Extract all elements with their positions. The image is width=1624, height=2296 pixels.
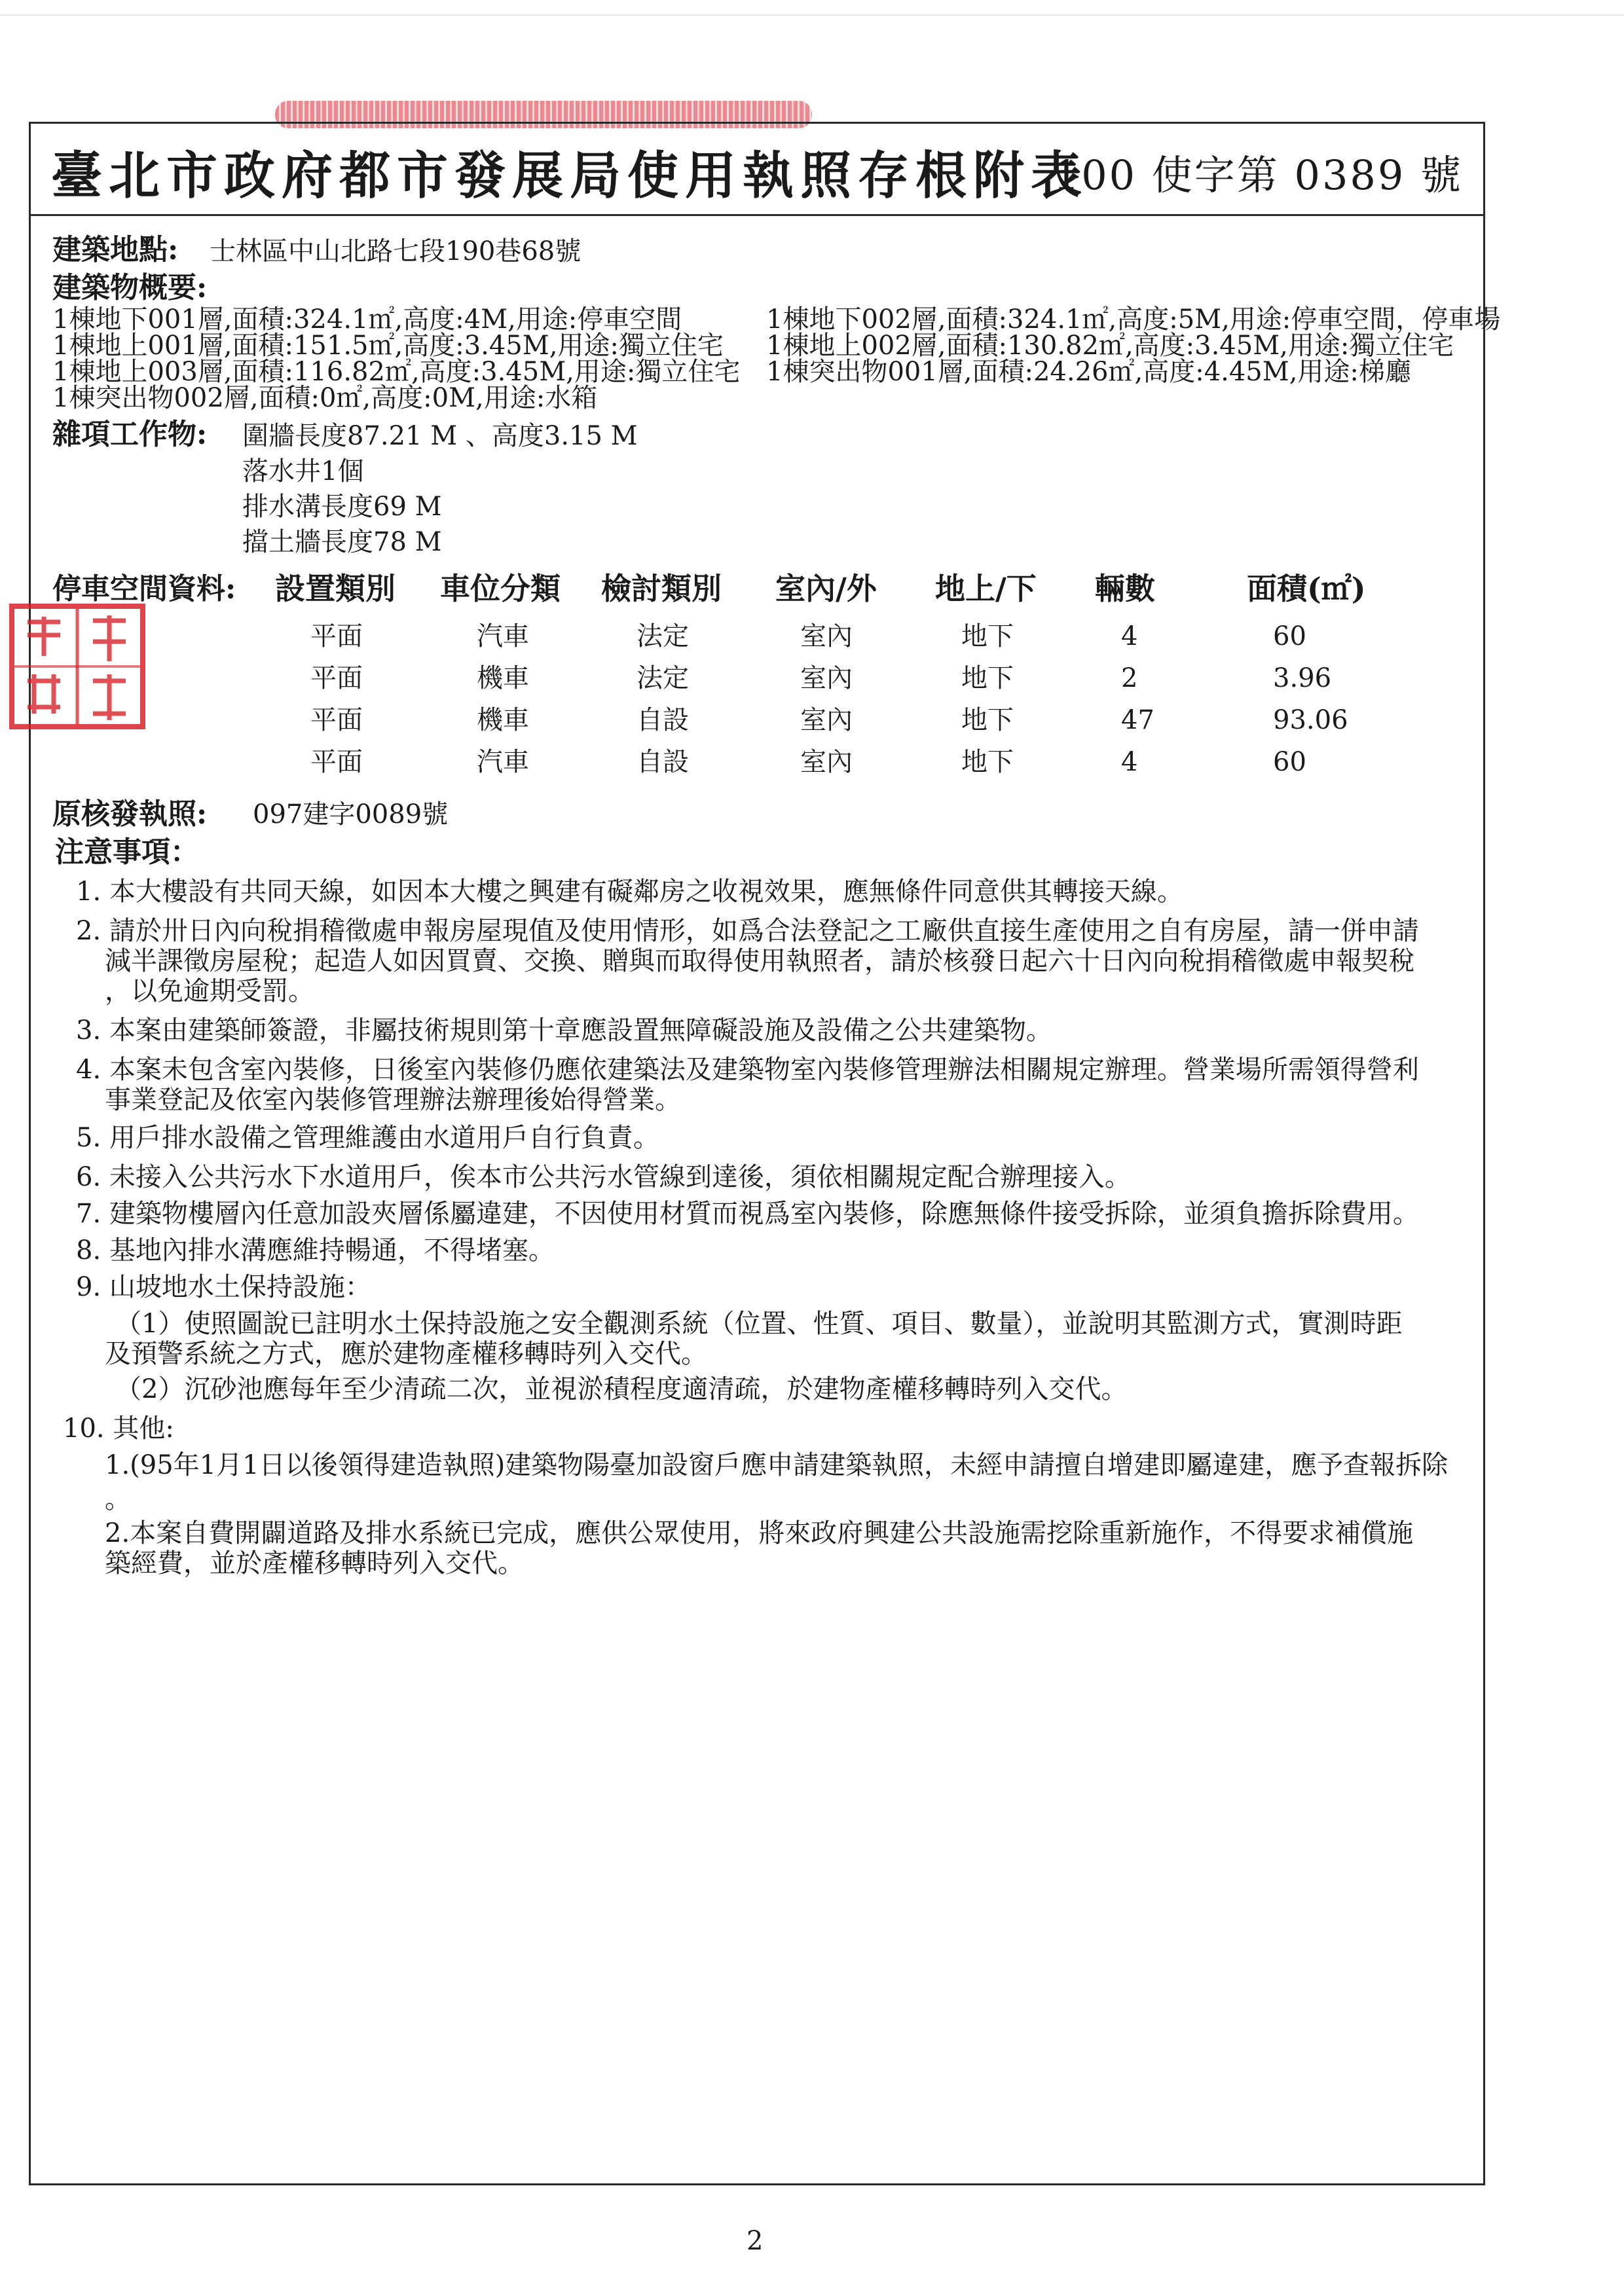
parking-cell: 室內 <box>800 705 853 735</box>
permit-number: 100 使字第 0389 號 <box>1053 151 1463 199</box>
parking-cell: 93.06 <box>1273 705 1348 735</box>
note-line: 9. 山坡地水土保持設施： <box>76 1272 371 1302</box>
scan-edge-line <box>0 14 1624 16</box>
notes-label: 注意事項： <box>55 835 199 869</box>
note-line: 2.本案自費開闢道路及排水系統已完成，應供公眾使用，將來政府興建公共設施需挖除重新施作，不得要求補償施 <box>105 1518 1414 1548</box>
parking-cell: 4 <box>1121 621 1138 651</box>
parking-cell: 室內 <box>800 663 853 693</box>
parking-header: 面積(㎡) <box>1247 571 1366 606</box>
note-line: 減半課徵房屋稅；起造人如因買賣、交換、贈與而取得使用執照者，請於核發日起六十日內向稅捐稽徵處申報契稅 <box>105 946 1414 976</box>
parking-cell: 60 <box>1273 621 1306 651</box>
page-number: 2 <box>747 2226 764 2256</box>
note-line: 7. 建築物樓層內任意加設夾層係屬違建，不因使用材質而視爲室內裝修，除應無條件接受拆除，並須負擔拆除費用。 <box>76 1199 1419 1229</box>
parking-cell: 地下 <box>961 621 1014 651</box>
note-line: 5. 用戶排水設備之管理維護由水道用戶自行負責。 <box>76 1123 659 1153</box>
note-line: （2）沉砂池應每年至少清疏二次，並視淤積程度適清疏，於建物產權移轉時列入交代。 <box>115 1374 1128 1404</box>
parking-header: 檢討類別 <box>601 571 722 606</box>
document-title: 臺北市政府都市發展局使用執照存根附表 <box>51 146 1089 206</box>
parking-cell: 地下 <box>961 705 1014 735</box>
title-row <box>29 122 1485 216</box>
parking-header: 車位分類 <box>440 571 561 606</box>
site-label: 建築地點: <box>52 233 179 266</box>
overview-left-line: 1棟突出物002層,面積:0㎡,高度:0M,用途:水箱 <box>52 383 598 413</box>
parking-cell: 4 <box>1121 747 1138 777</box>
overview-left-line: 1棟地上001層,面積:151.5㎡,高度:3.45M,用途:獨立住宅 <box>52 331 724 361</box>
note-line: 4. 本案未包含室內裝修，日後室內裝修仍應依建築法及建築物室內裝修管理辦法相關規定辦理。營業場所需領得營利 <box>76 1055 1419 1085</box>
overview-right-line: 1棟地上002層,面積:130.82㎡,高度:3.45M,用途:獨立住宅 <box>766 331 1454 361</box>
parking-cell: 3.96 <box>1273 663 1332 693</box>
parking-cell: 平面 <box>310 705 363 735</box>
overview-left-line: 1棟地上003層,面積:116.82㎡,高度:3.45M,用途:獨立住宅 <box>52 357 741 387</box>
parking-cell: 自設 <box>637 747 689 777</box>
original-permit-value: 097建字0089號 <box>253 799 449 829</box>
overview-label: 建築物概要: <box>52 271 208 304</box>
parking-cell: 汽車 <box>477 747 529 777</box>
note-line: 。 <box>105 1484 131 1514</box>
parking-cell: 室內 <box>800 747 853 777</box>
parking-cell: 法定 <box>637 663 689 693</box>
parking-cell: 自設 <box>637 705 689 735</box>
site-value: 士林區中山北路七段190巷68號 <box>210 236 581 266</box>
note-line: 8. 基地內排水溝應維持暢通，不得堵塞。 <box>76 1235 555 1266</box>
parking-cell: 2 <box>1121 663 1138 693</box>
note-line: 3. 本案由建築師簽證，非屬技術規則第十章應設置無障礙設施及設備之公共建築物。 <box>76 1015 1052 1046</box>
note-line: 1.(95年1月1日以後領得建造執照)建築物陽臺加設窗戶應申請建築執照，未經申請擅自增建即屬違建，應予查報拆除 <box>105 1450 1449 1480</box>
parking-cell: 地下 <box>961 747 1014 777</box>
parking-cell: 機車 <box>477 663 529 693</box>
note-line: （1）使照圖說已註明水土保持設施之安全觀測系統（位置、性質、項目、數量），並說明其監測方式，實測時距 <box>115 1309 1403 1339</box>
parking-label: 停車空間資料: <box>52 572 236 606</box>
misc-item: 排水溝長度69 M <box>242 492 442 522</box>
misc-item: 落水井1個 <box>242 456 364 486</box>
overview-right-line: 1棟地下002層,面積:324.1㎡,高度:5M,用途:停車空間，停車場 <box>766 304 1501 335</box>
parking-cell: 平面 <box>310 663 363 693</box>
note-line: 10. 其他: <box>63 1413 174 1444</box>
parking-cell: 地下 <box>961 663 1014 693</box>
note-line: 6. 未接入公共污水下水道用戶，俟本市公共污水管線到達後，須依相關規定配合辦理接入。 <box>76 1162 1131 1192</box>
parking-header: 地上/下 <box>935 571 1037 606</box>
note-line: 築經費，並於產權移轉時列入交代。 <box>105 1548 524 1578</box>
note-line: 事業登記及依室內裝修管理辦法辦理後始得營業。 <box>105 1085 681 1115</box>
note-line: 2. 請於卅日內向稅捐稽徵處申報房屋現值及使用情形，如爲合法登記之工廠供直接生產使用之自有房屋，請一併申請 <box>76 916 1419 946</box>
parking-header: 輛數 <box>1095 571 1155 606</box>
parking-header: 室內/外 <box>775 571 877 606</box>
misc-label: 雜項工作物: <box>52 418 208 451</box>
overview-right-line: 1棟突出物001層,面積:24.26㎡,高度:4.45M,用途:梯廳 <box>766 357 1411 387</box>
parking-cell: 汽車 <box>477 621 529 651</box>
note-line: 及預警系統之方式，應於建物產權移轉時列入交代。 <box>105 1339 707 1369</box>
parking-cell: 法定 <box>637 621 689 651</box>
note-line: ，以免逾期受罰。 <box>105 976 314 1006</box>
parking-cell: 機車 <box>477 705 529 735</box>
parking-cell: 47 <box>1121 705 1154 735</box>
overview-left-line: 1棟地下001層,面積:324.1㎡,高度:4M,用途:停車空間 <box>52 304 682 335</box>
parking-cell: 平面 <box>310 747 363 777</box>
original-permit-label: 原核發執照: <box>52 797 208 831</box>
parking-cell: 60 <box>1273 747 1306 777</box>
official-seal-stamp <box>8 602 147 731</box>
parking-cell: 平面 <box>310 621 363 651</box>
parking-header: 設置類別 <box>275 571 396 606</box>
misc-item: 擋土牆長度78 M <box>242 527 442 557</box>
parking-cell: 室內 <box>800 621 853 651</box>
misc-item: 圍牆長度87.21 M 、高度3.15 M <box>242 421 638 451</box>
note-line: 1. 本大樓設有共同天線，如因本大樓之興建有礙鄰房之收視效果，應無條件同意供其轉接天線。 <box>76 877 1183 907</box>
